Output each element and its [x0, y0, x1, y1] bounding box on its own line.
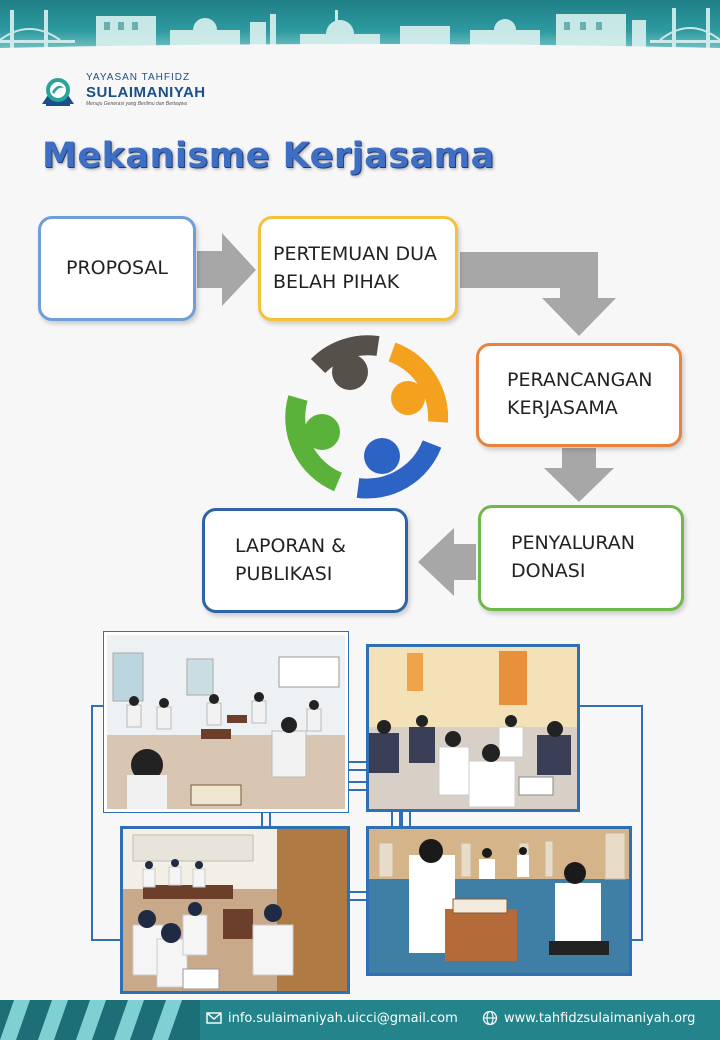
- step-report-line2: PUBLIKASI: [235, 562, 333, 585]
- step-meeting-line1: PERTEMUAN DUA: [273, 242, 437, 265]
- step-design-line1: PERANCANGAN: [507, 369, 653, 392]
- footer-website-text[interactable]: www.tahfidzsulaimaniyah.org: [504, 1010, 696, 1026]
- step-meeting-line2: BELAH PIHAK: [273, 270, 400, 293]
- step-design-line2: KERJASAMA: [507, 397, 618, 419]
- page-title: Mekanisme Kerjasama: [42, 136, 495, 176]
- footer-email-text[interactable]: info.sulaimaniyah.uicci@gmail.com: [228, 1010, 458, 1026]
- footer-stripes: [0, 1000, 200, 1040]
- step-report-line1: LAPORAN &: [235, 534, 346, 557]
- logo-org-name: SULAIMANIYAH: [86, 84, 206, 101]
- step-distribution-line1: PENYALURAN: [511, 532, 635, 555]
- footer-bar: [0, 1000, 720, 1040]
- logo-org-top: YAYASAN TAHFIDZ: [86, 72, 191, 83]
- email-icon: [206, 1010, 222, 1026]
- photo-classroom-4: [366, 826, 632, 976]
- logo-tagline: Menuju Generasi yang Berilmu dan Bertaqwa: [86, 101, 187, 107]
- photo-classroom-3: [120, 826, 350, 994]
- photo-classroom-2: [366, 644, 580, 812]
- photo-classroom-1: [104, 632, 348, 812]
- globe-icon: [482, 1010, 498, 1026]
- step-proposal-label: PROPOSAL: [65, 256, 169, 279]
- step-distribution-line2: DONASI: [511, 560, 586, 582]
- footer-website[interactable]: [482, 1010, 695, 1026]
- footer-email[interactable]: [206, 1010, 458, 1026]
